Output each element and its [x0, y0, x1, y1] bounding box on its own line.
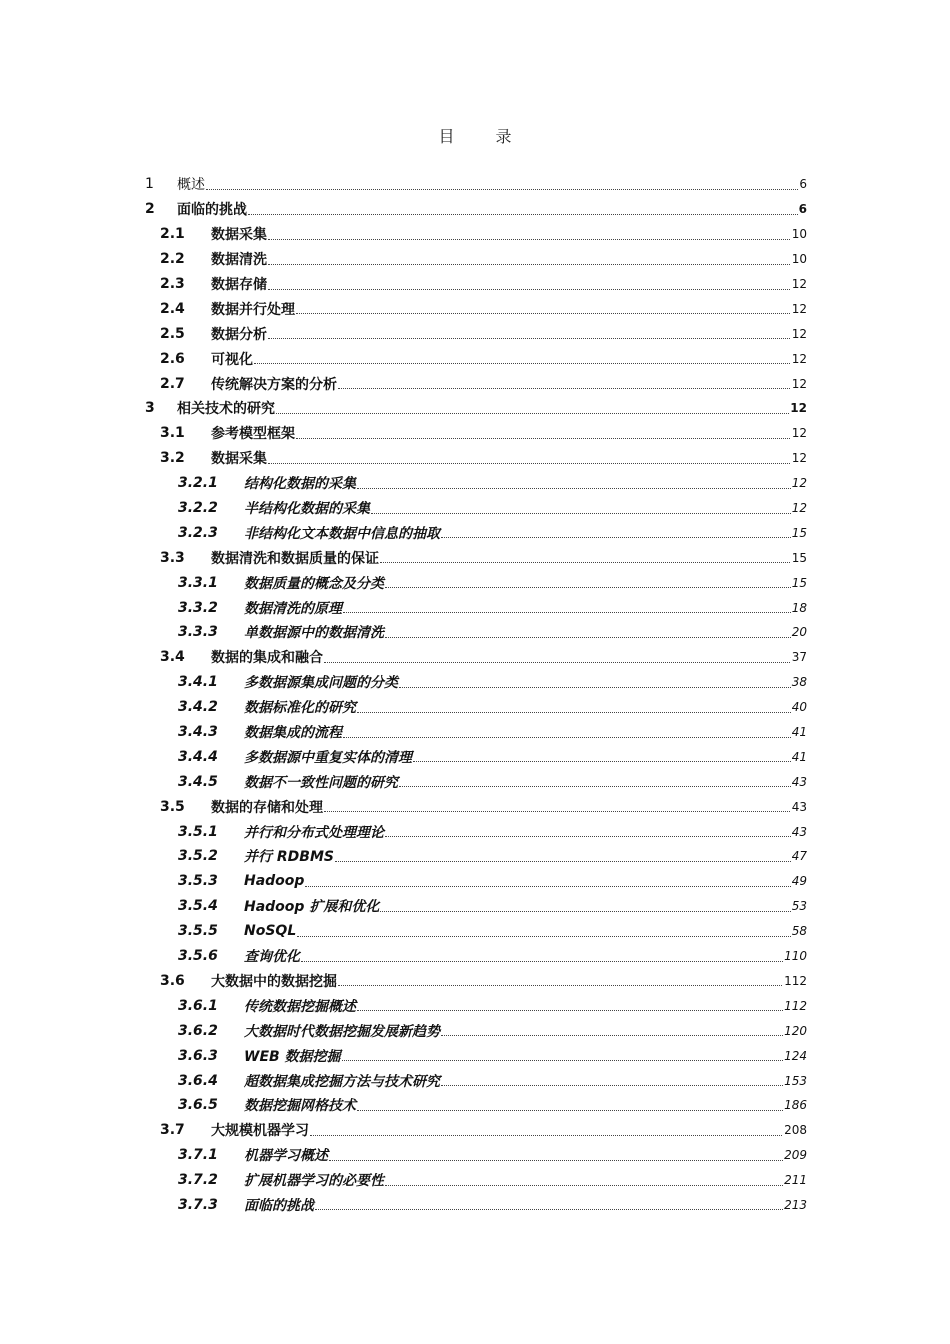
toc-entry[interactable]	[145, 222, 807, 247]
dot-leader	[399, 687, 791, 688]
toc-entry-page-number: 12	[791, 451, 807, 466]
toc-entry-title: 多数据源集成问题的分类	[244, 675, 398, 692]
dot-leader	[357, 712, 791, 713]
toc-entry-title: 单数据源中的数据清洗	[244, 625, 384, 642]
toc-entry-page-number: 211	[784, 1173, 807, 1188]
toc-entry-page-number: 12	[791, 351, 807, 366]
toc-entry-page-number: 18	[791, 600, 807, 615]
toc-entry-page-number: 43	[791, 824, 807, 839]
toc-entry-number: 3.6.5	[178, 1097, 218, 1114]
toc-entry-title: 扩展机器学习的必要性	[244, 1173, 384, 1190]
dot-leader	[441, 1085, 783, 1086]
toc-entry-title: 数据并行处理	[211, 301, 295, 318]
dot-leader	[329, 1160, 783, 1161]
toc-entry-number: 3.4	[160, 649, 185, 666]
dot-leader	[338, 388, 790, 389]
toc-entry-title: 非结构化文本数据中信息的抽取	[244, 525, 440, 542]
toc-entry-page-number: 53	[791, 899, 807, 914]
dot-leader	[441, 1035, 783, 1036]
dot-leader	[315, 1209, 783, 1210]
toc-entry[interactable]	[145, 944, 807, 969]
toc-entry-number: 3.5.1	[178, 823, 218, 840]
toc-entry-number: 3.2.3	[178, 524, 218, 541]
dot-leader	[296, 438, 790, 439]
toc-entry-number: 3.7	[160, 1122, 185, 1139]
dot-leader	[371, 513, 791, 514]
toc-entry-page-number: 49	[791, 874, 807, 889]
dot-leader	[357, 1110, 783, 1111]
toc-entry-number: 3.5	[160, 798, 185, 815]
toc-entry-page-number: 38	[791, 675, 807, 690]
toc-entry-number: 3.1	[160, 425, 185, 442]
toc-entry[interactable]	[145, 520, 807, 545]
toc-entry-title: 数据挖掘网格技术	[244, 1098, 356, 1115]
toc-entry[interactable]	[145, 421, 807, 446]
dot-leader	[324, 662, 790, 663]
toc-entry-page-number: 12	[791, 426, 807, 441]
dot-leader	[206, 189, 798, 190]
dot-leader	[380, 562, 790, 563]
toc-entry-title: 并行 RDBMS	[244, 849, 334, 866]
dot-leader	[342, 1060, 784, 1061]
dot-leader	[343, 612, 791, 613]
toc-entry-title: 机器学习概述	[244, 1148, 328, 1165]
toc-entry-page-number: 124	[784, 1048, 807, 1063]
dot-leader	[343, 737, 791, 738]
toc-entry-page-number: 47	[791, 849, 807, 864]
toc-entry-number: 2.6	[160, 350, 185, 367]
toc-entry-page-number: 15	[791, 575, 807, 590]
dot-leader	[268, 239, 790, 240]
dot-leader	[268, 338, 790, 339]
toc-entry-number: 3.5.2	[178, 848, 218, 865]
toc-entry-number: 3.5.3	[178, 873, 218, 890]
toc-entry-title: 半结构化数据的采集	[244, 501, 370, 518]
toc-entry-number: 3.3.3	[178, 624, 218, 641]
dot-leader	[254, 363, 790, 364]
toc-entry-page-number: 43	[791, 774, 807, 789]
toc-entry-number: 3.6.2	[178, 1022, 218, 1039]
dot-leader	[296, 313, 790, 314]
toc-entry-title: 多数据源中重复实体的清理	[244, 749, 412, 766]
toc-entry-page-number: 40	[791, 700, 807, 715]
toc-entry-number: 3.6.1	[178, 997, 218, 1014]
dot-leader	[399, 786, 791, 787]
toc-entry-number: 3.6.3	[178, 1047, 218, 1064]
toc-entry-page-number: 112	[784, 998, 807, 1013]
dot-leader	[268, 289, 790, 290]
toc-entry[interactable]	[145, 919, 807, 944]
toc-entry-page-number: 41	[791, 725, 807, 740]
dot-leader	[380, 911, 790, 912]
toc-entry-title: Hadoop 扩展和优化	[244, 899, 380, 916]
toc-entry[interactable]	[145, 197, 807, 222]
toc-entry-title: 传统解决方案的分析	[211, 376, 337, 393]
dot-leader	[385, 637, 791, 638]
toc-entry[interactable]	[145, 744, 807, 769]
toc-entry-number: 2.4	[160, 300, 185, 317]
toc-entry-title: NoSQL	[244, 923, 297, 940]
toc-entry-title: 数据不一致性问题的研究	[244, 774, 398, 791]
toc-entry[interactable]	[145, 247, 807, 272]
toc-entry-page-number: 6	[798, 202, 807, 217]
dot-leader	[335, 861, 791, 862]
toc-entry[interactable]	[145, 620, 807, 645]
toc-entry-page-number: 6	[799, 177, 807, 192]
toc-entry-title: 大规模机器学习	[211, 1123, 309, 1140]
dot-leader	[338, 985, 782, 986]
toc-entry-number: 3.4.4	[178, 748, 218, 765]
dot-leader	[385, 1185, 783, 1186]
dot-leader	[357, 488, 791, 489]
toc-entry[interactable]	[145, 1043, 807, 1068]
toc-entry-title: 面临的挑战	[244, 1197, 314, 1214]
toc-entry-number: 3.2.2	[178, 500, 218, 517]
dot-leader	[310, 1135, 782, 1136]
toc-entry-number: 2	[145, 201, 155, 218]
toc-entry-number: 3.3.1	[178, 574, 218, 591]
toc-entry-page-number: 12	[790, 401, 807, 416]
toc-entry-number: 3.7.2	[178, 1172, 218, 1189]
toc-entry[interactable]	[145, 869, 807, 894]
toc-entry-page-number: 112	[784, 973, 807, 988]
toc-entry-number: 1	[145, 176, 154, 193]
dot-leader	[385, 836, 791, 837]
toc-entry[interactable]	[145, 769, 807, 794]
toc-entry-title: 数据清洗和数据质量的保证	[211, 550, 379, 567]
toc-entry-title: 传统数据挖掘概述	[244, 998, 356, 1015]
toc-entry-page-number: 43	[791, 799, 807, 814]
toc-entry-page-number: 37	[791, 650, 807, 665]
toc-entry-page-number: 153	[784, 1073, 807, 1088]
toc-entry-title: 数据清洗	[211, 252, 267, 269]
toc-entry-number: 2.5	[160, 325, 185, 342]
toc-entry-page-number: 12	[791, 301, 807, 316]
dot-leader	[357, 1010, 783, 1011]
toc-entry-title: 数据的存储和处理	[211, 799, 323, 816]
toc-entry-page-number: 213	[784, 1197, 807, 1212]
toc-entry[interactable]	[145, 1093, 807, 1118]
toc-entry[interactable]	[145, 446, 807, 471]
toc-entry[interactable]	[145, 720, 807, 745]
dot-leader	[305, 886, 790, 887]
toc-entry-number: 2.3	[160, 276, 185, 292]
dot-leader	[297, 936, 790, 937]
toc-entry-page-number: 120	[784, 1023, 807, 1038]
toc-entry-title: 数据清洗的原理	[244, 600, 342, 617]
toc-entry-page-number: 12	[791, 277, 807, 291]
toc-entry-number: 3.7.1	[178, 1147, 218, 1164]
toc-entry[interactable]	[145, 1118, 807, 1143]
toc-entry[interactable]	[145, 844, 807, 869]
toc-entry-title: 查询优化	[244, 949, 300, 966]
toc-entry-page-number: 209	[784, 1148, 807, 1163]
toc-entry-page-number: 12	[791, 476, 807, 491]
toc-entry[interactable]	[145, 794, 807, 819]
toc-entry[interactable]	[145, 545, 807, 570]
dot-leader	[301, 961, 783, 962]
toc-entry-number: 3.4.2	[178, 699, 218, 716]
toc-entry[interactable]	[145, 272, 807, 297]
dot-leader	[276, 413, 789, 414]
toc-entry-page-number: 10	[791, 252, 807, 267]
toc-entry-title: Hadoop	[244, 873, 305, 890]
toc-entry-page-number: 208	[784, 1123, 807, 1138]
toc-entry-number: 3.5.5	[178, 923, 218, 940]
toc-entry[interactable]	[145, 993, 807, 1018]
toc-entry[interactable]	[145, 1068, 807, 1093]
toc-entry-number: 2.7	[160, 375, 185, 392]
toc-entry-page-number: 12	[791, 376, 807, 391]
toc-entry[interactable]	[145, 371, 807, 396]
toc-entry-title: 数据的集成和融合	[211, 650, 323, 667]
toc-entry[interactable]	[145, 1193, 807, 1218]
toc-entry-page-number: 20	[791, 625, 807, 640]
toc-entry-number: 3.4.3	[178, 724, 218, 741]
toc-entry-page-number: 110	[784, 949, 807, 964]
toc-entry-title: 结构化数据的采集	[244, 476, 356, 493]
toc-entry-page-number: 12	[791, 326, 807, 341]
toc-entry[interactable]	[145, 819, 807, 844]
toc-entry-number: 3.5.4	[178, 898, 218, 915]
toc-entry-title: 大数据中的数据挖掘	[211, 973, 337, 990]
toc-entry[interactable]	[145, 471, 807, 496]
toc-entry[interactable]	[145, 396, 807, 421]
toc-entry-page-number: 58	[791, 924, 807, 939]
dot-leader	[385, 587, 791, 588]
toc-entry-number: 3.4.1	[178, 674, 218, 691]
toc-entry-number: 2.2	[160, 251, 185, 268]
dot-leader	[268, 463, 790, 464]
toc-entry-number: 3.3	[160, 549, 185, 566]
toc-entry-number: 3.2.1	[178, 475, 218, 492]
toc-entry-number: 3.3.2	[178, 599, 218, 616]
toc-entry-title: 数据分析	[211, 326, 267, 343]
toc-entry-number: 3	[145, 400, 155, 417]
toc-entry-title: 相关技术的研究	[177, 401, 275, 418]
dot-leader	[441, 537, 791, 538]
toc-entry-number: 3.6	[160, 972, 185, 989]
toc-entry[interactable]	[145, 346, 807, 371]
toc-entry-title: 数据标准化的研究	[244, 700, 356, 717]
toc-entry[interactable]	[145, 695, 807, 720]
toc-entry-title: 面临的挑战	[177, 202, 247, 219]
dot-leader	[248, 214, 798, 215]
toc-entry[interactable]	[145, 296, 807, 321]
toc-entry[interactable]	[145, 1018, 807, 1043]
toc-entry-number: 3.4.5	[178, 773, 218, 790]
toc-entry[interactable]	[145, 1168, 807, 1193]
toc-entry-number: 2.1	[160, 226, 185, 243]
toc-entry-title: 大数据时代数据挖掘发展新趋势	[244, 1023, 440, 1040]
dot-leader	[413, 761, 791, 762]
table-of-contents	[145, 172, 807, 1217]
toc-entry[interactable]	[145, 595, 807, 620]
toc-title: 目 录	[438, 127, 530, 146]
dot-leader	[268, 264, 790, 265]
toc-entry-title: 数据集成的流程	[244, 725, 342, 742]
toc-entry-title: 数据采集	[211, 227, 267, 244]
toc-entry[interactable]	[145, 570, 807, 595]
toc-entry-title: WEB 数据挖掘	[244, 1048, 341, 1065]
toc-entry[interactable]	[145, 670, 807, 695]
toc-entry-number: 3.2	[160, 450, 185, 467]
toc-entry-title: 概述	[177, 177, 205, 194]
toc-entry-title: 参考模型框架	[211, 426, 295, 443]
toc-entry[interactable]	[145, 645, 807, 670]
toc-entry[interactable]	[145, 1143, 807, 1168]
toc-entry[interactable]	[145, 321, 807, 346]
toc-entry-page-number: 15	[791, 550, 807, 565]
toc-entry-number: 3.6.4	[178, 1072, 218, 1089]
toc-entry-number: 3.5.6	[178, 948, 218, 965]
toc-entry[interactable]	[145, 496, 807, 521]
toc-entry-title: 数据采集	[211, 451, 267, 468]
toc-entry[interactable]	[145, 969, 807, 994]
toc-entry-page-number: 12	[791, 501, 807, 516]
toc-entry-page-number: 15	[791, 525, 807, 540]
toc-entry-title: 可视化	[211, 351, 253, 368]
toc-entry[interactable]	[145, 894, 807, 919]
toc-entry-title: 超数据集成挖掘方法与技术研究	[244, 1073, 440, 1090]
toc-entry-page-number: 10	[791, 227, 807, 242]
toc-entry-title: 数据存储	[211, 277, 267, 293]
toc-entry-title: 数据质量的概念及分类	[244, 575, 384, 592]
toc-entry-title: 并行和分布式处理理论	[244, 824, 384, 841]
dot-leader	[324, 811, 790, 812]
toc-entry-page-number: 186	[784, 1098, 807, 1113]
toc-entry[interactable]	[145, 172, 807, 197]
toc-entry-number: 3.7.3	[178, 1196, 218, 1213]
toc-entry-page-number: 41	[791, 749, 807, 764]
